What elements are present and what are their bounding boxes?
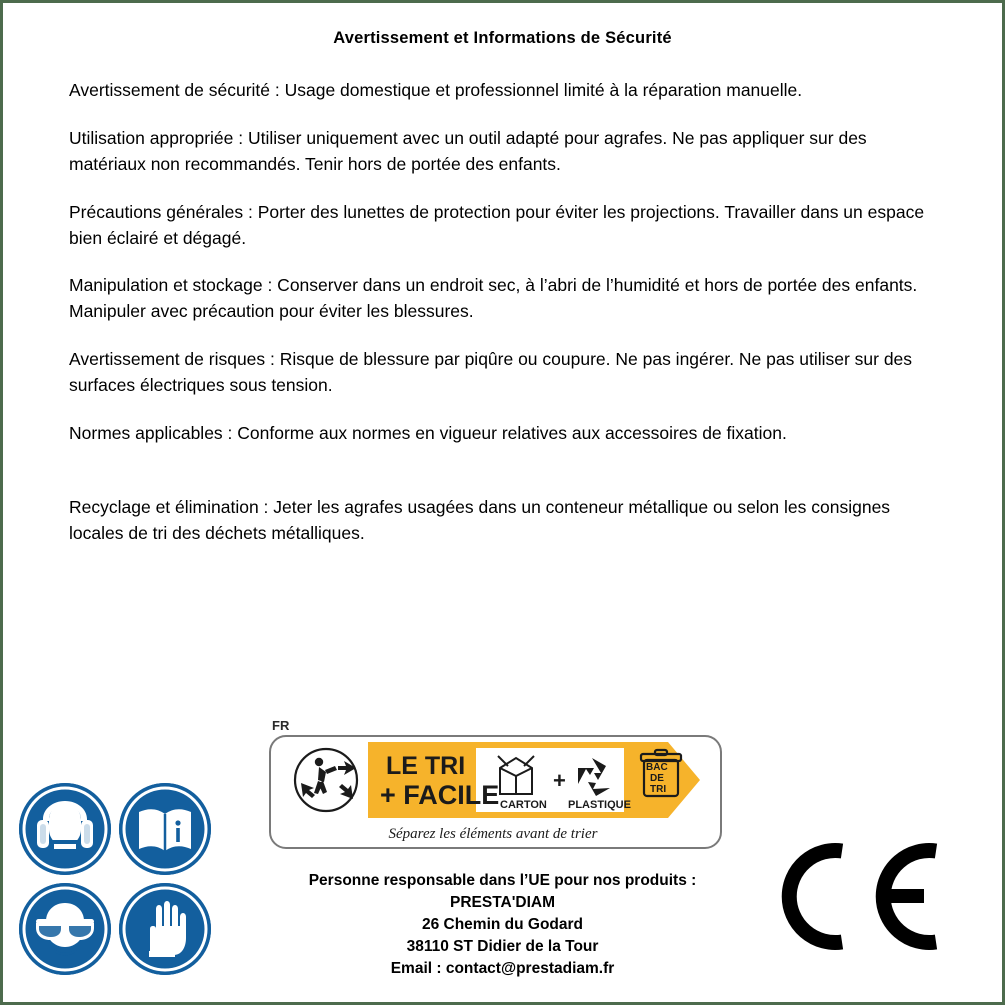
- tri-line1: LE TRI: [386, 752, 466, 780]
- tri-bin-line1: BAC: [646, 762, 668, 773]
- tri-item2: PLASTIQUE: [568, 799, 631, 811]
- paragraph-proper-use: Utilisation appropriée : Utiliser uniquement avec un outil adapté pour agrafes. Ne pas appliquer sur des matériaux non recommandés. Tenir hors de portée des enfants.: [69, 127, 867, 174]
- responsible-person-intro: [3, 870, 1002, 892]
- tri-footer: Séparez les éléments avant de trier: [388, 826, 598, 842]
- tri-plus: +: [553, 768, 566, 793]
- intro-before: Personne responsable dans l’: [308, 872, 529, 889]
- company-name: PRESTA'DIAM: [449, 894, 555, 911]
- address-line-1: 26 Chemin du Godard: [421, 916, 584, 933]
- paragraph-applicable-standards: Normes applicables : Conforme aux normes en vigueur relatives aux accessoires de fixation.: [69, 423, 787, 444]
- tri-bin-line2: DE: [650, 773, 664, 784]
- intro-ue: UE: [528, 872, 550, 889]
- triman-recycling-label: [268, 718, 723, 858]
- tri-bin-line3: TRI: [650, 784, 667, 795]
- paragraph-general-precautions: Précautions générales : Porter des lunettes de protection pour éviter les projections. Travailler dans un espace bien éclairé et dégagé.: [69, 201, 925, 248]
- page-title: Avertissement et Informations de Sécurité: [333, 29, 672, 47]
- ear-protection-icon: [19, 783, 111, 875]
- read-instructions-icon: [119, 783, 211, 875]
- paragraph-handling-storage: Manipulation et stockage : Conserver dans un endroit sec, à l’abri de l’humidité et hors de portée des enfants. Manipuler avec précaution pour éviter les blessures.: [69, 275, 918, 322]
- paragraph-safety-warning: Avertissement de sécurité : Usage domestique et professionnel limité à la réparation manuelle.: [69, 80, 803, 100]
- pictogram-row-top: [19, 783, 219, 883]
- paragraph-risk-warning: Avertissement de risques : Risque de blessure par piqûre ou coupure. Ne pas ingérer. Ne pas utiliser sur des surfaces électriques sous tension.: [69, 349, 913, 396]
- safety-text-body: [69, 48, 938, 547]
- tri-item1: CARTON: [500, 799, 547, 811]
- intro-after: pour nos produits :: [549, 872, 697, 889]
- address-line-2: 38110 ST Didier de la Tour: [406, 938, 599, 955]
- responsible-person-block: [3, 870, 1002, 980]
- contact-email: Email : contact@prestadiam.fr: [390, 960, 615, 977]
- tri-line2: + FACILE: [380, 780, 500, 810]
- paragraph-recycling-disposal: Recyclage et élimination : Jeter les agrafes usagées dans un conteneur métallique ou selon les consignes locales de tri des déchets métalliques.: [69, 496, 891, 543]
- country-code-label: FR: [272, 718, 290, 733]
